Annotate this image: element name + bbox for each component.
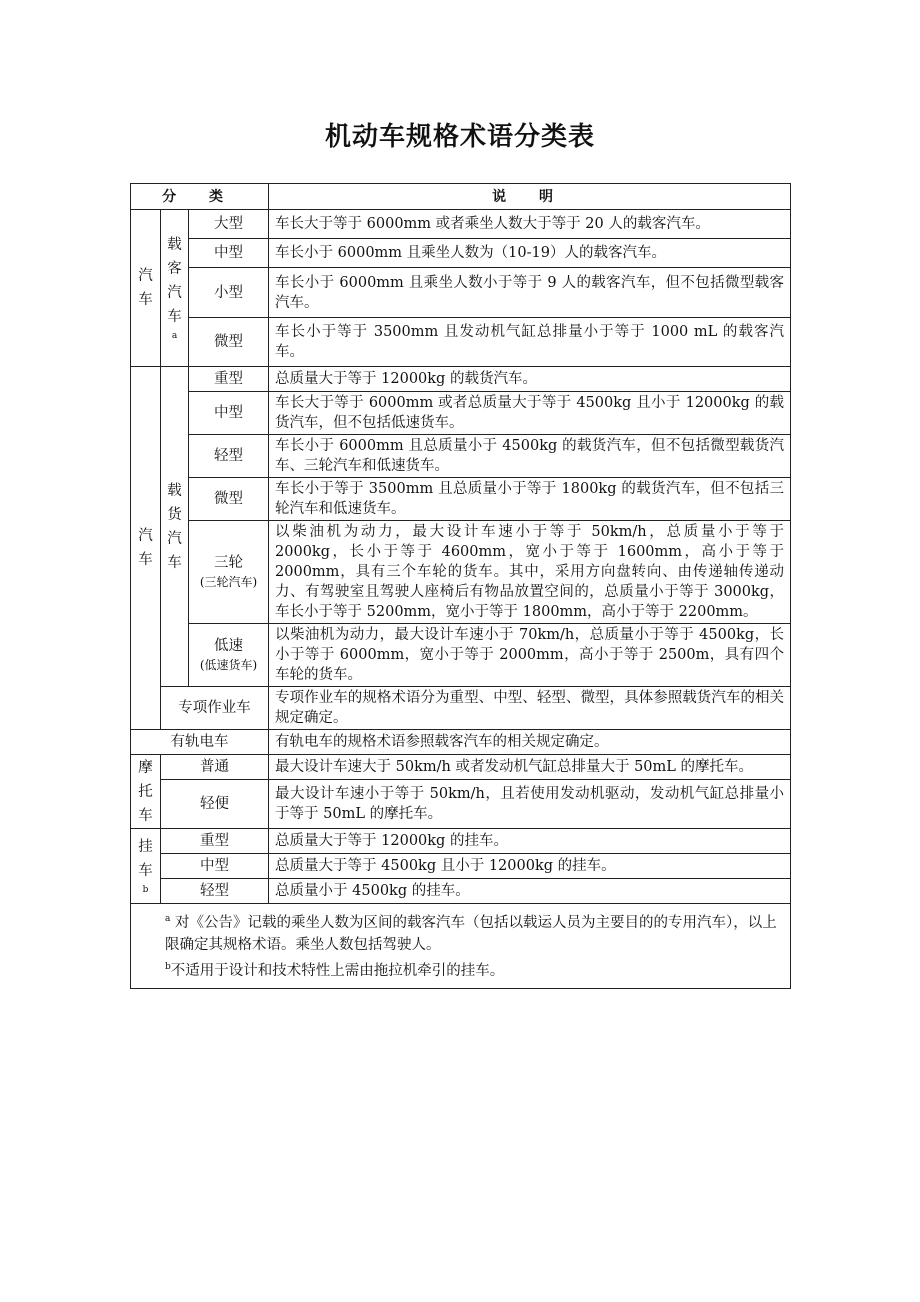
row-desc: 总质量小于 4500kg 的挂车。 xyxy=(269,879,791,904)
header-description: 说 明 xyxy=(269,184,791,210)
group-moto: 摩 托 车 xyxy=(131,755,161,829)
table-row xyxy=(131,210,791,239)
group-cargo: 载 货 汽 车 xyxy=(161,367,189,687)
row-type: 低速 (低速货车) xyxy=(189,624,269,687)
footnote-mark-b: b xyxy=(142,885,149,895)
page-title: 机动车规格术语分类表 xyxy=(324,122,595,152)
table-row xyxy=(131,755,791,780)
table-row xyxy=(131,268,791,318)
row-desc: 总质量大于等于 12000kg 的挂车。 xyxy=(269,829,791,854)
footnote-a: $^a$ 对《公告》记载的乘坐人数为区间的载客汽车（包括以载运人员为主要目的的专用汽车），以上限确定其规格术语。乘坐人数包括驾驶人。 xyxy=(165,914,777,953)
row-type: 中型 xyxy=(189,239,269,268)
row-desc: 以柴油机为动力，最大设计车速小于 70km/h，总质量小于等于 4500kg，长小于等于 6000mm，宽小于等于 2000mm，高小于等于 2500m，具有四个车轮的货车。 xyxy=(269,624,791,687)
footnotes xyxy=(131,904,791,989)
row-type: 专项作业车 xyxy=(161,687,269,730)
row-desc: 车长小于等于 3500mm 且总质量小于等于 1800kg 的载货汽车，但不包括三轮汽车和低速货车。 xyxy=(269,478,791,521)
row-type: 普通 xyxy=(161,755,269,780)
row-type: 轻型 xyxy=(161,879,269,904)
row-type: 微型 xyxy=(189,478,269,521)
row-type: 重型 xyxy=(161,829,269,854)
table-row xyxy=(131,392,791,435)
table-row xyxy=(131,687,791,730)
row-desc: 总质量大于等于 12000kg 的载货汽车。 xyxy=(269,367,791,392)
row-desc: 车长小于 6000mm 且总质量小于 4500kg 的载货汽车，但不包括微型载货汽车、三轮汽车和低速货车。 xyxy=(269,435,791,478)
row-type: 三轮 (三轮汽车) xyxy=(189,521,269,624)
row-desc: 总质量大于等于 4500kg 且小于 12000kg 的挂车。 xyxy=(269,854,791,879)
footnote-b: $^b$不适用于设计和技术特性上需由拖拉机牵引的挂车。 xyxy=(165,961,505,979)
row-desc: 车长小于等于 3500mm 且发动机气缸总排量小于等于 1000 mL 的载客汽车。 xyxy=(269,318,791,367)
row-subtype: (低速货车) xyxy=(199,658,258,672)
row-desc: 车长小于 6000mm 且乘坐人数小于等于 9 人的载客汽车，但不包括微型载客汽车。 xyxy=(269,268,791,318)
table-row xyxy=(131,624,791,687)
table-row xyxy=(131,854,791,879)
classification-table xyxy=(130,183,791,989)
footnote-mark-a: a xyxy=(171,331,178,341)
table-header-row xyxy=(131,184,791,210)
row-desc: 车长小于 6000mm 且乘坐人数为（10-19）人的载客汽车。 xyxy=(269,239,791,268)
table-row xyxy=(131,478,791,521)
notes-row xyxy=(131,904,791,989)
row-type: 大型 xyxy=(189,210,269,239)
table-row xyxy=(131,879,791,904)
row-desc: 车长大于等于 6000mm 或者乘坐人数大于等于 20 人的载客汽车。 xyxy=(269,210,791,239)
group-tram: 有轨电车 xyxy=(131,730,269,755)
table-row xyxy=(131,367,791,392)
table-row xyxy=(131,730,791,755)
table-row xyxy=(131,239,791,268)
row-desc: 有轨电车的规格术语参照载客汽车的相关规定确定。 xyxy=(269,730,791,755)
row-type: 微型 xyxy=(189,318,269,367)
row-desc: 最大设计车速大于 50km/h 或者发动机气缸总排量大于 50mL 的摩托车。 xyxy=(269,755,791,780)
row-type: 轻型 xyxy=(189,435,269,478)
row-desc: 专项作业车的规格术语分为重型、中型、轻型、微型，具体参照载货汽车的相关规定确定。 xyxy=(269,687,791,730)
row-type: 小型 xyxy=(189,268,269,318)
row-type: 轻便 xyxy=(161,780,269,829)
table-row xyxy=(131,829,791,854)
row-desc: 最大设计车速小于等于 50km/h，且若使用发动机驱动，发动机气缸总排量小于等于 50mL 的摩托车。 xyxy=(269,780,791,829)
row-type: 中型 xyxy=(161,854,269,879)
row-desc: 以柴油机为动力，最大设计车速小于等于 50km/h，总质量小于等于 2000kg，长小于等于 4600mm，宽小于等于 1600mm，高小于等于 2000mm，具有三个车轮的货车。其中，采用方向盘转向、由传递轴传递动力、有驾驶室且驾驶人座椅后有物品放置空间的，总质量小于等于 3000kg，车长小于等于 5200mm，宽小于等于 1800mm，高小于等于 2200mm。 xyxy=(269,521,791,624)
row-type: 重型 xyxy=(189,367,269,392)
row-desc: 车长大于等于 6000mm 或者总质量大于等于 4500kg 且小于 12000kg 的载货汽车，但不包括低速货车。 xyxy=(269,392,791,435)
group-auto-passenger: 汽 车 xyxy=(131,210,161,367)
row-type: 中型 xyxy=(189,392,269,435)
table-row xyxy=(131,780,791,829)
row-subtype: (三轮汽车) xyxy=(199,575,258,589)
group-auto-cargo: 汽 车 xyxy=(131,367,161,730)
header-category: 分 类 xyxy=(131,184,269,210)
group-passenger: 载 客 汽 车 a xyxy=(161,210,189,367)
table-row xyxy=(131,435,791,478)
table-row xyxy=(131,318,791,367)
table-row xyxy=(131,521,791,624)
group-trailer: 挂 车 b xyxy=(131,829,161,904)
